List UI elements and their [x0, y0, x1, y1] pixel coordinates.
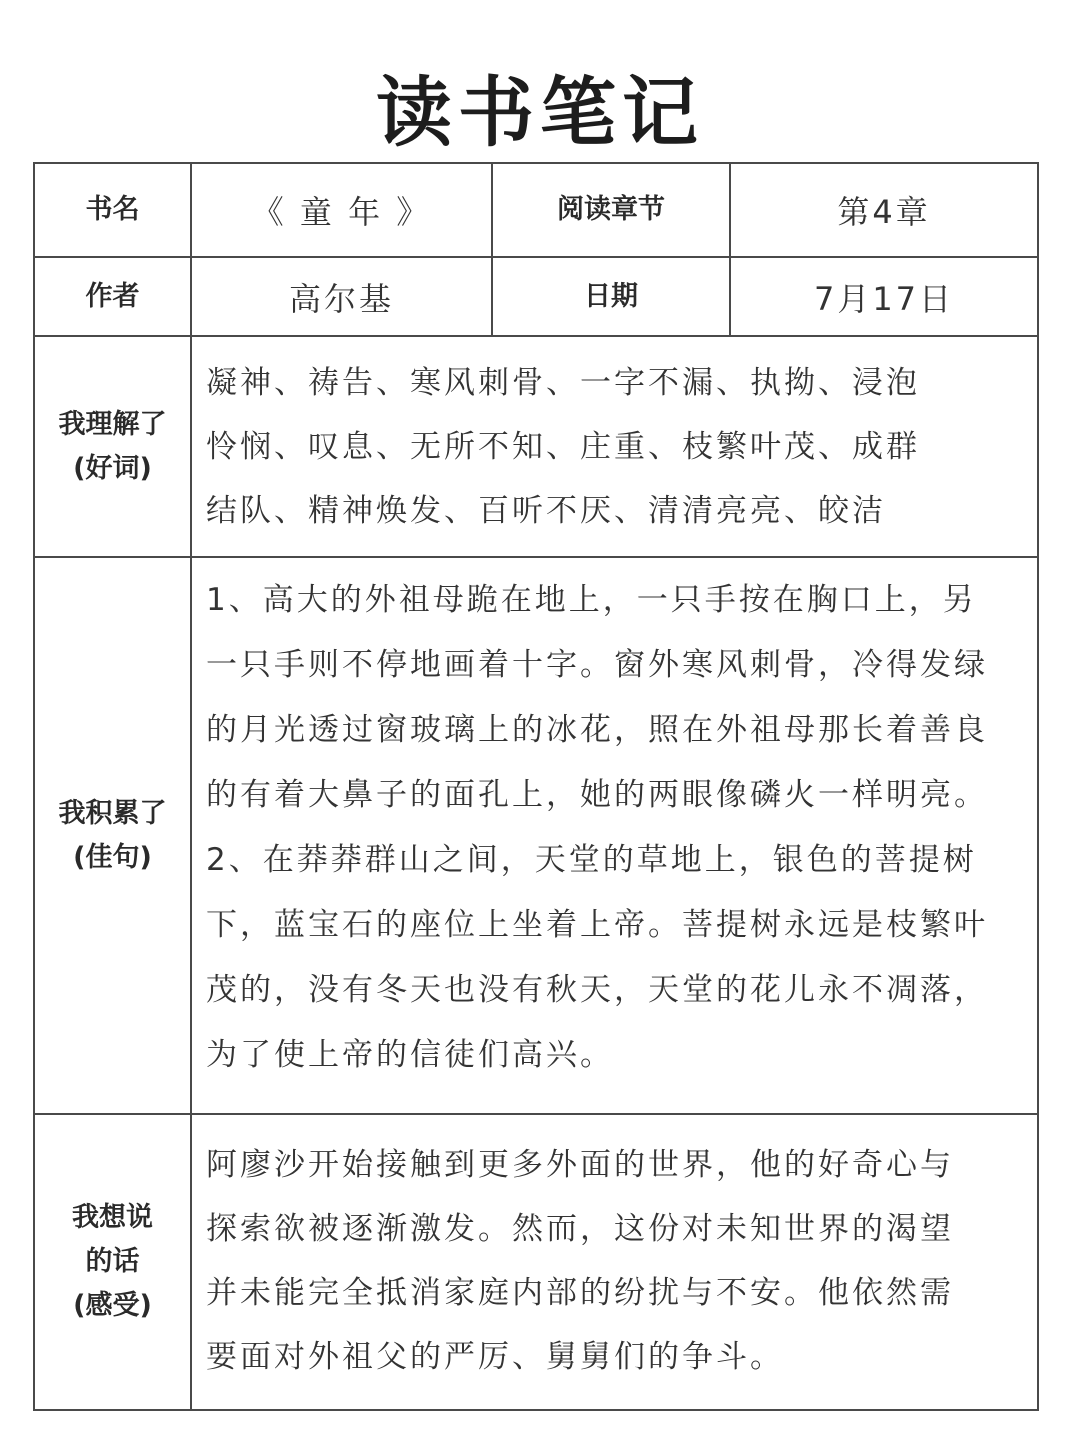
label-line: 我积累了: [58, 797, 167, 829]
book-label: 书名: [34, 163, 191, 257]
text-line: 的有着大鼻子的面孔上，她的两眼像磷火一样明亮。: [206, 777, 988, 813]
label-line: 我理解了: [58, 408, 167, 440]
text-line: 为了使上帝的信徒们高兴。: [206, 1037, 614, 1073]
label-line: (佳句): [73, 841, 152, 873]
reading-note-table: [33, 162, 1039, 1411]
text-line: 2、在莽莽群山之间，天堂的草地上，银色的菩提树: [206, 842, 977, 878]
text-line: 怜悯、叹息、无所不知、庄重、枝繁叶茂、成群: [206, 429, 920, 465]
text-line: 凝神、祷告、寒风刺骨、一字不漏、执拗、浸泡: [206, 365, 920, 401]
row-thoughts: [34, 1114, 1038, 1410]
label-line: (感受): [73, 1290, 152, 1321]
row-book: [34, 163, 1038, 257]
text-line: 探索欲被逐渐激发。然而，这份对未知世界的渴望: [206, 1211, 954, 1247]
label-line: (好词): [73, 452, 152, 484]
text-line: 一只手则不停地画着十字。窗外寒风刺骨，冷得发绿: [206, 647, 988, 683]
row-author: [34, 257, 1038, 336]
text-line: 1、高大的外祖母跪在地上，一只手按在胸口上，另: [206, 582, 977, 618]
good-words-content: [191, 336, 1038, 557]
date-value: 7月17日: [730, 257, 1038, 336]
good-sentences-label: [34, 557, 191, 1114]
book-value: 《 童 年 》: [191, 163, 492, 257]
page-title: 读书笔记: [376, 68, 704, 157]
row-good-words: [34, 336, 1038, 557]
author-value: 高尔基: [191, 257, 492, 336]
text-line: 的月光透过窗玻璃上的冰花，照在外祖母那长着善良: [206, 712, 988, 748]
label-line: 的话: [85, 1246, 140, 1277]
date-label: 日期: [492, 257, 730, 336]
row-good-sentences: [34, 557, 1038, 1114]
text-line: 阿廖沙开始接触到更多外面的世界，他的好奇心与: [206, 1147, 954, 1183]
author-label: 作者: [34, 257, 191, 336]
label-line: 我想说: [72, 1202, 153, 1233]
thoughts-content: [191, 1114, 1038, 1410]
text-line: 并未能完全抵消家庭内部的纷扰与不安。他依然需: [206, 1275, 954, 1311]
chapter-value: 第4章: [730, 163, 1038, 257]
thoughts-label: [34, 1114, 191, 1410]
chapter-label: 阅读章节: [492, 163, 730, 257]
text-line: 要面对外祖父的严厉、舅舅们的争斗。: [206, 1339, 784, 1375]
text-line: 茂的，没有冬天也没有秋天，天堂的花儿永不凋落，: [206, 972, 988, 1008]
text-line: 下，蓝宝石的座位上坐着上帝。菩提树永远是枝繁叶: [206, 907, 988, 943]
text-line: 结队、精神焕发、百听不厌、清清亮亮、皎洁: [206, 493, 886, 529]
good-words-label: [34, 336, 191, 557]
good-sentences-content: [191, 557, 1038, 1114]
